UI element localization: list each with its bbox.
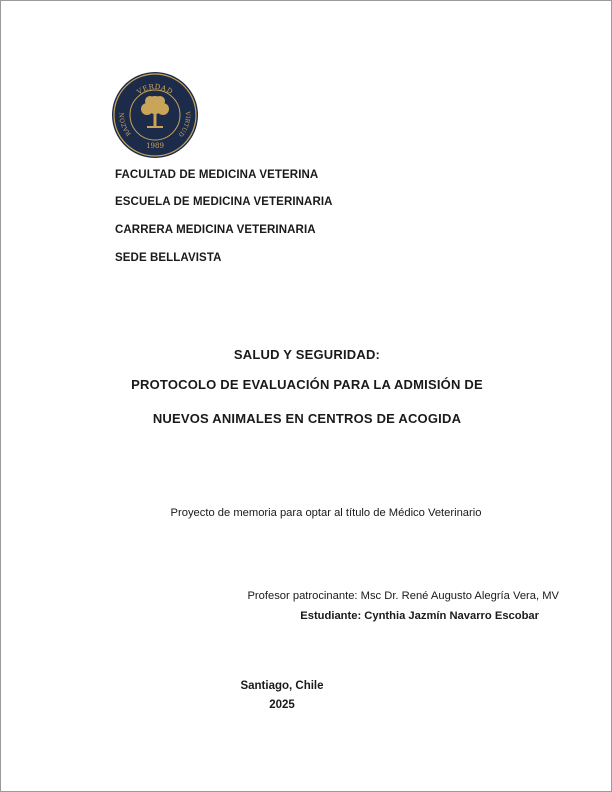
university-seal-icon xyxy=(111,71,199,159)
school-name: ESCUELA DE MEDICINA VETERINARIA xyxy=(115,196,333,208)
title-line-1: SALUD Y SEGURIDAD: xyxy=(233,347,381,362)
title-line-3: NUEVOS ANIMALES EN CENTROS DE ACOGIDA xyxy=(152,411,462,426)
title-line-2: PROTOCOLO DE EVALUACIÓN PARA LA ADMISIÓN DE xyxy=(131,377,483,392)
degree-subtitle: Proyecto de memoria para optar al título de Médico Veterinario xyxy=(170,507,482,519)
campus-name: SEDE BELLAVISTA xyxy=(115,252,222,264)
seal-left-text: RAZÓN xyxy=(119,112,133,138)
seal-right-text: VIRTUD xyxy=(176,111,191,138)
student-line: Estudiante: Cynthia Jazmín Navarro Escobar xyxy=(300,610,539,622)
advisor-line: Profesor patrocinante: Msc Dr. René Augusto Alegría Vera, MV xyxy=(247,590,559,602)
place-text: Santiago, Chile xyxy=(240,680,324,692)
faculty-name: FACULTAD DE MEDICINA VETERINA xyxy=(115,169,319,181)
career-name: CARRERA MEDICINA VETERINARIA xyxy=(115,224,316,236)
seal-top-text: VERDAD xyxy=(135,82,175,97)
year-text: 2025 xyxy=(269,699,295,711)
seal-year: 1989 xyxy=(146,142,164,150)
